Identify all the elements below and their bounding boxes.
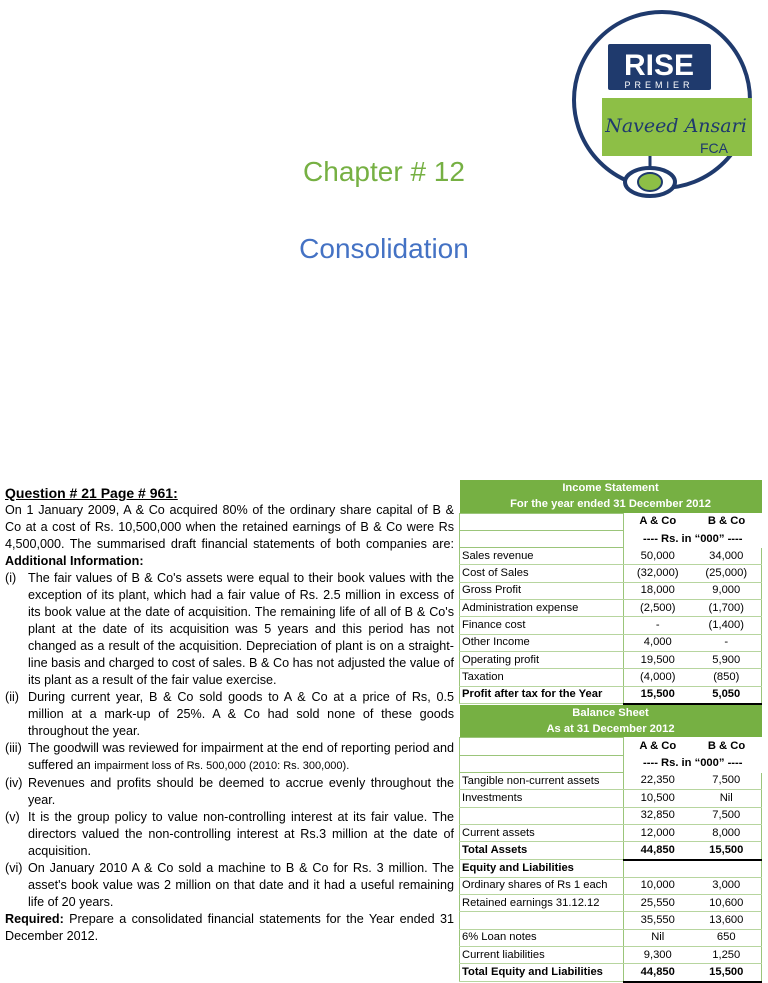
- item-text: The goodwill was reviewed for impairment at the end of reporting period and suffered an: [28, 741, 454, 772]
- item-number: (v): [5, 810, 20, 824]
- income-col-b: B & Co: [707, 515, 746, 528]
- item-number: (i): [5, 571, 17, 585]
- list-item: [5, 775, 454, 809]
- item-number: (ii): [5, 690, 19, 704]
- table-row: Current assets 12,000 8,000: [460, 824, 762, 841]
- required-label: Required:: [5, 912, 64, 926]
- table-row: 6% Loan notes Nil 650: [460, 929, 762, 946]
- table-row: Retained earnings 31.12.12 25,550 10,600: [460, 895, 762, 912]
- balance-col-a: A & Co: [639, 740, 677, 753]
- table-row: Finance cost - (1,400): [460, 617, 762, 634]
- balance-col-b: B & Co: [707, 740, 746, 753]
- list-item: [5, 809, 454, 860]
- table-row: Taxation (4,000) (850): [460, 669, 762, 686]
- table-row: Other Income 4,000 -: [460, 634, 762, 651]
- additional-info-list: [5, 570, 454, 911]
- topic-heading: Consolidation: [299, 233, 469, 264]
- question-block: [5, 484, 454, 945]
- logo-fca-text: FCA: [700, 140, 728, 156]
- table-row: Administration expense (2,500) (1,700): [460, 600, 762, 617]
- table-row: Cost of Sales (32,000) (25,000): [460, 565, 762, 582]
- item-text: During current year, B & Co sold goods to A & Co at a price of Rs, 0.5 million at a mark-up of 25%. A & Co had sold none of these goods throughout the year.: [28, 690, 454, 738]
- intro-text: On 1 January 2009, A & Co acquired 80% of the ordinary share capital of B & Co at a cost of Rs. 10,500,000 when the retained earnings of B & Co were Rs 4,500,000. The summarised draft financial statements of both companies are:: [5, 503, 454, 551]
- list-item: [5, 860, 454, 911]
- income-title: Income Statement: [460, 480, 762, 496]
- income-units: ---- Rs. in “000” ----: [643, 532, 743, 545]
- item-number: (vi): [5, 861, 23, 875]
- income-period: For the year ended 31 December 2012: [460, 496, 762, 513]
- table-row: Operating profit 19,500 5,900: [460, 651, 762, 668]
- item-number: (iii): [5, 741, 22, 755]
- list-item: [5, 740, 454, 775]
- logo-premier-text: PREMIER: [624, 80, 694, 90]
- total-row: Profit after tax for the Year 15,500 5,050: [460, 686, 762, 704]
- required-statement: [5, 911, 454, 945]
- table-row: 32,850 7,500: [460, 807, 762, 824]
- table-row: Gross Profit 18,000 9,000: [460, 582, 762, 599]
- item-text: Revenues and profits should be deemed to accrue evenly throughout the year.: [28, 776, 454, 807]
- table-row: Tangible non-current assets 22,350 7,500: [460, 773, 762, 790]
- list-item: [5, 689, 454, 740]
- table-row: Ordinary shares of Rs 1 each 10,000 3,000: [460, 877, 762, 894]
- logo-rise-text: RISE: [623, 49, 695, 82]
- table-row: Sales revenue 50,000 34,000: [460, 548, 762, 565]
- required-text: Prepare a consolidated financial statements for the Year ended 31 December 2012.: [5, 912, 454, 943]
- chapter-heading: Chapter # 12: [303, 156, 465, 187]
- balance-period: As at 31 December 2012: [460, 721, 762, 738]
- table-row: Equity and Liabilities: [460, 860, 762, 878]
- table-row: Current liabilities 9,300 1,250: [460, 947, 762, 964]
- financial-statements: [459, 480, 761, 983]
- financial-table: [459, 480, 762, 983]
- table-row: 35,550 13,600: [460, 912, 762, 929]
- table-row: Investments 10,500 Nil: [460, 790, 762, 807]
- item-text: The fair values of B & Co's assets were equal to their book values with the exception of its plant, which had a fair value of Rs. 2.5 million in excess of its book value at the date of acquisition. The remaining life of all of B & Co's plant at the date of its acquisition was 5 years and this period has not changed as a result of the acquisition. Depreciation of plant is on a straight-line basis and charged to cost of sales. B & Co has not adjusted the value of its plant as a result of the fair value exercise.: [28, 571, 454, 687]
- question-title: Question # 21 Page # 961:: [5, 485, 178, 501]
- item-text: On January 2010 A & Co sold a machine to B & Co for Rs. 3 million. The asset's book value was 2 million on that date and it had a useful remaining life of 20 years.: [28, 861, 454, 909]
- item-number: (iv): [5, 776, 23, 790]
- additional-info-label: Additional Information:: [5, 554, 144, 568]
- question-intro: [5, 502, 454, 570]
- balance-title: Balance Sheet: [460, 704, 762, 721]
- income-col-a: A & Co: [639, 515, 677, 528]
- item-text: It is the group policy to value non-controlling interest at its fair value. The directors valued the non-controlling interest at Rs.3 million at the date of acquisition.: [28, 810, 454, 858]
- logo-signature: Naveed Ansari: [605, 115, 747, 137]
- total-row: Total Equity and Liabilities 44,850 15,500: [460, 964, 762, 982]
- item-small-text: impairment loss of Rs. 500,000 (2010: Rs. 300,000).: [94, 760, 350, 772]
- list-item: [5, 570, 454, 689]
- balance-units: ---- Rs. in “000” ----: [643, 757, 743, 770]
- table-row: Total Assets 44,850 15,500: [460, 842, 762, 860]
